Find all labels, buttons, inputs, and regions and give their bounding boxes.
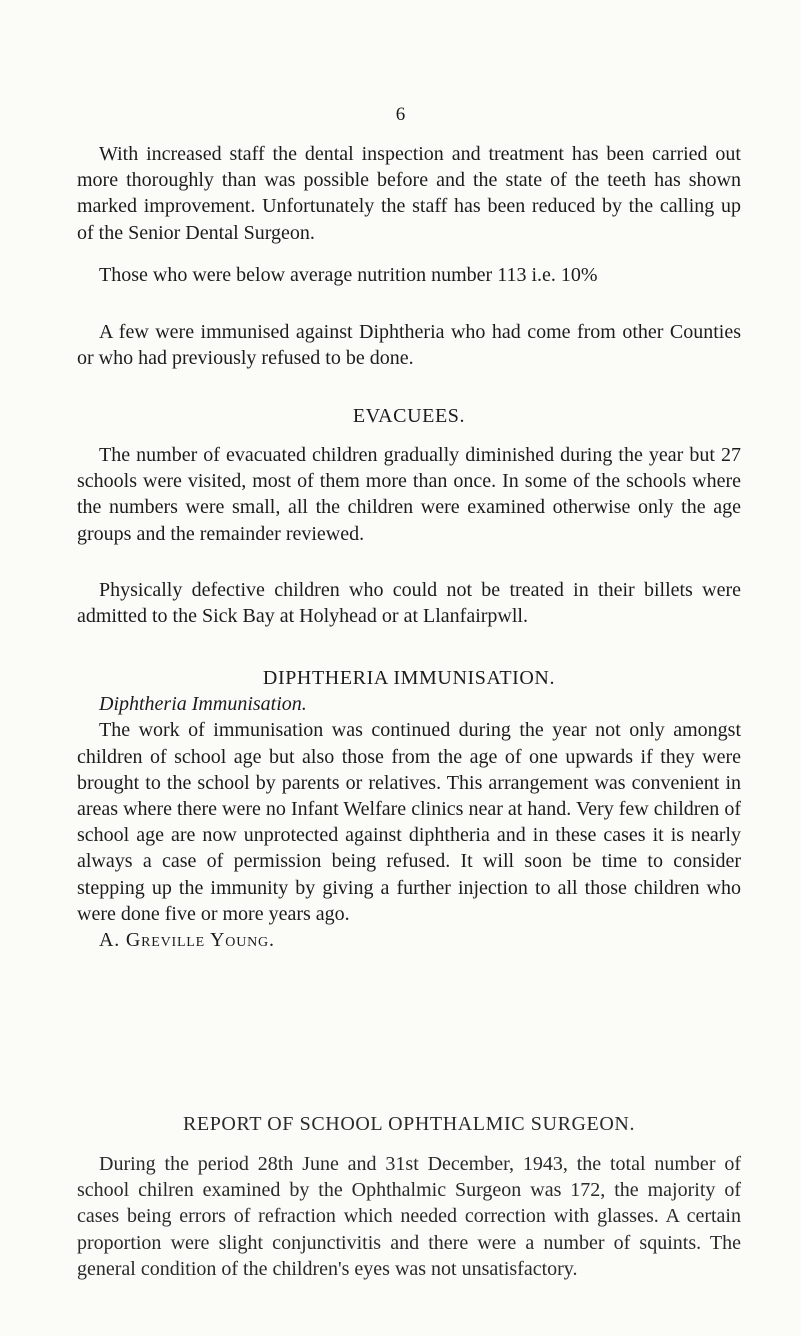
evacuees-heading: EVACUEES.	[352, 405, 466, 427]
page-number: 6	[395, 104, 406, 125]
dental-paragraph: With increased staff the dental inspection and treatment has been carried out more thoroughly than was possible before and the state of the teeth has shown marked improvement. Unfortunately the staff has been reduced by the calling up of the Senior Dental Surgeon.	[77, 143, 741, 244]
evacuees-paragraph-1: The number of evacuated children gradually diminished during the year but 27 schools were visited, most of them more than once. In some of the schools where the numbers were small, all the children were examined otherwise only the age groups and the remainder reviewed.	[77, 444, 741, 545]
diphtheria-subheading: Diphtheria Immunisation.	[99, 693, 307, 716]
nutrition-paragraph: Those who were below average nutrition number 113 i.e. 10%	[99, 264, 598, 286]
nutrition-section	[77, 262, 741, 288]
evacuees-body-2	[77, 577, 741, 629]
ophthalmic-heading: REPORT OF SCHOOL OPHTHALMIC SURGEON.	[182, 1113, 636, 1135]
dental-section	[77, 141, 741, 246]
diphtheria-section	[77, 665, 741, 953]
diphtheria-paragraph: The work of immunisation was continued during the year not only amongst children of school age but also those from the age of one upwards if they were brought to the school by parents or relatives. This arrangement was convenient in areas where there were no Infant Welfare clinics near at hand. Very few children of school age are now unprotected against diphtheria and in these cases it is nearly always a case of permission being refused. It will soon be time to consider stepping up the immunity by giving a further injection to all those children who were done five or more years ago.	[77, 719, 741, 925]
immunised-paragraph: A few were immunised against Diphtheria who had come from other Counties or who had previously refused to be done.	[77, 321, 741, 370]
evacuees-paragraph-2: Physically defective children who could not be treated in their billets were admitted to the Sick Bay at Holyhead or at Llanfairpwll.	[77, 579, 741, 628]
immunised-section	[77, 319, 741, 371]
signature: A. Greville Young.	[99, 929, 275, 952]
ophthalmic-body	[77, 1151, 741, 1282]
evacuees-body	[77, 442, 741, 547]
ophthalmic-section	[77, 1111, 741, 1137]
diphtheria-heading: DIPHTHERIA IMMUNISATION.	[262, 667, 556, 689]
evacuees-section	[77, 403, 741, 429]
ophthalmic-paragraph: During the period 28th June and 31st December, 1943, the total number of school chilren examined by the Ophthalmic Surgeon was 172, the majority of cases being errors of refraction which needed correction with glasses. A certain proportion were slight conjunctivitis and there were a number of squints. The general condition of the children's eyes was not unsatisfactory.	[77, 1153, 741, 1280]
